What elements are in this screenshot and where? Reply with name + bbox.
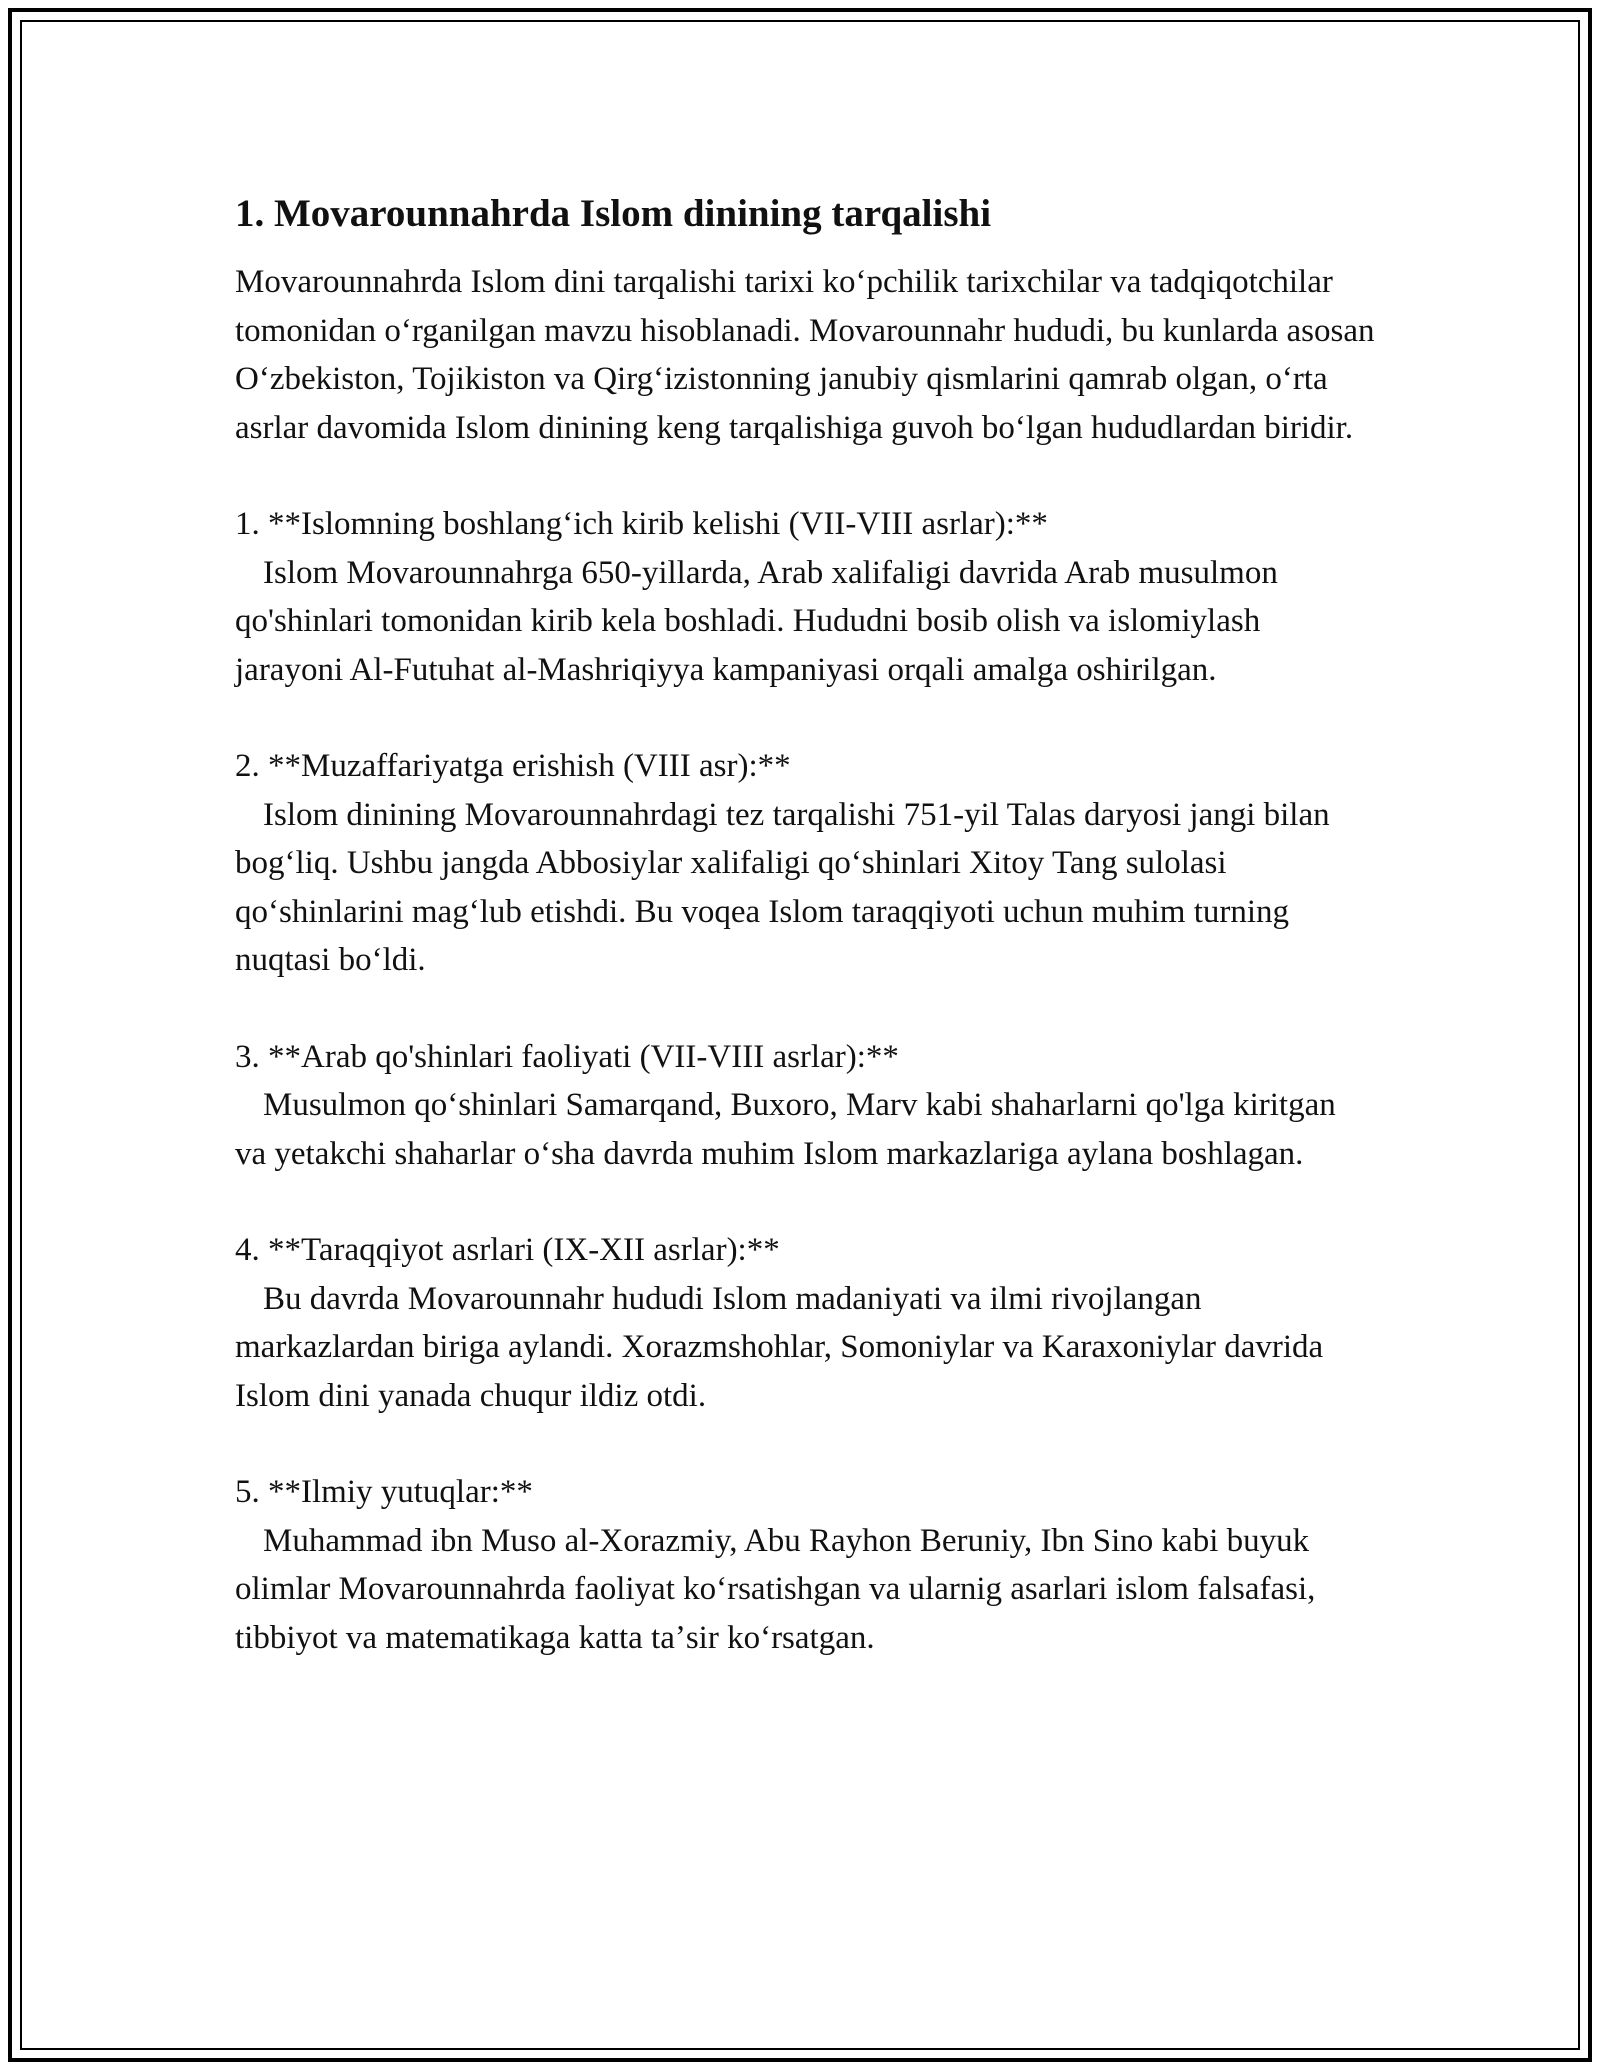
intro-paragraph: Movarounnahrda Islom dini tarqalishi tarixi koʻpchilik tarixchilar va tadqiqotchilar tomonidan oʻrganilgan mavzu hisoblanadi. Movarounnahr hududi, bu kunlarda asosan Oʻzbekiston, Tojikiston va Qirgʻizistonning janubiy qismlarini qamrab olgan, oʻrta asrlar davomida Islom dinining keng tarqalishiga guvoh boʻlgan hududlardan biridir. [235, 264, 1375, 446]
document-title: 1. Movarounnahrda Islom dinining tarqalishi [235, 192, 992, 235]
section-body: Bu davrda Movarounnahr hududi Islom madaniyati va ilmi rivojlangan markazlardan biriga aylandi. Xorazmshohlar, Somoniylar va Karaxoniylar davrida Islom dini yanada chuqur ildiz otdi. [235, 1280, 1324, 1414]
document-body [235, 188, 1375, 1710]
section-1 [235, 500, 1375, 694]
section-body: Muhammad ibn Muso al-Xorazmiy, Abu Rayhon Beruniy, Ibn Sino kabi buyuk olimlar Movarounnahrda faoliyat koʻrsatishgan va ularnig asarlari islom falsafasi, tibbiyot va matematikaga katta taʼsir koʻrsatgan. [235, 1522, 1316, 1656]
section-heading: 3. **Arab qo'shinlari faoliyati (VII-VIII asrlar):** [235, 1038, 899, 1075]
section-5 [235, 1468, 1375, 1662]
section-heading: 4. **Taraqqiyot asrlari (IX-XII asrlar):** [235, 1232, 780, 1268]
section-body: Islom Movarounnahrga 650-yillarda, Arab xalifaligi davrida Arab musulmon qo'shinlari tomonidan kirib kela boshladi. Hududni bosib olish va islomiylash jarayoni Al-Futuhat al-Mashriqiyya kampaniyasi orqali amalga oshirilgan. [235, 554, 1278, 688]
section-3 [235, 1033, 1375, 1179]
section-heading: 2. **Muzaffariyatga erishish (VIII asr):** [235, 748, 791, 784]
section-4 [235, 1226, 1375, 1420]
section-body: Musulmon qoʻshinlari Samarqand, Buxoro, Marv kabi shaharlarni qo'lga kiritgan va yetakchi shaharlar oʻsha davrda muhim Islom markazlariga aylana boshlagan. [235, 1087, 1336, 1172]
section-heading: 5. **Ilmiy yutuqlar:** [235, 1474, 533, 1510]
section-heading: 1. **Islomning boshlangʻich kirib kelishi (VII-VIII asrlar):** [235, 506, 1048, 542]
section-body: Islom dinining Movarounnahrdagi tez tarqalishi 751-yil Talas daryosi jangi bilan bogʻliq. Ushbu jangda Abbosiylar xalifaligi qoʻshinlari Xitoy Tang sulolasi qoʻshinlarini magʻlub etishdi. Bu voqea Islom taraqqiyoti uchun muhim turning nuqtasi boʻldi. [235, 796, 1330, 978]
section-2 [235, 742, 1375, 985]
